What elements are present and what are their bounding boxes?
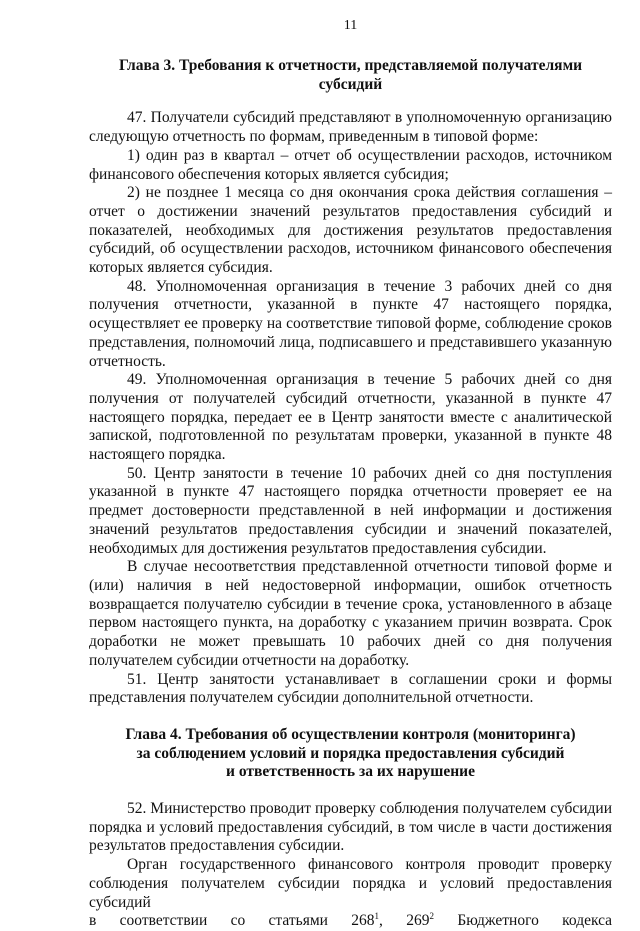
paragraph-52: 52. Министерство проводит проверку соблюдения получателем субсидии порядка и условий предоставления субсидий, в том числе в части достижения результатов предоставления субсидии. (89, 800, 612, 855)
word-byudzhetnogo: Бюджетного (457, 912, 539, 930)
article-269 (406, 912, 434, 929)
chapter-3-title-line-1: Глава 3. Требования к отчетности, представляемой получателями (118, 57, 583, 74)
article-269-number: 269 (406, 912, 430, 930)
chapter-4-title-line-2: за соблюдением условий и порядка предоставления субсидий (136, 744, 565, 762)
chapter-4-title-line-3: и ответственность за их нарушение (226, 763, 475, 781)
paragraph-50-continuation: В случае несоответствия представленной отчетности типовой форме и (или) наличия в ней недостоверной информации, ошибок отчетность возвращается получателю субсидии в течение срока, установленного в абзаце первом настоящего пункта, на доработку с указанием причин возврата. Срок доработки не может превышать 10 рабочих дней со дня получения получателем субсидии отчетности на доработку. (89, 558, 612, 669)
article-268-number: 268 (351, 912, 375, 930)
word-so: со (230, 912, 246, 930)
paragraph-50: 50. Центр занятости в течение 10 рабочих дней со дня поступления указанной в пункте 47 настоящего порядка отчетности проверяет ее на предмет достоверности представленной в ней информации и достижения значений результатов предоставления субсидии и значений показателей, необходимых для достижения результатов предоставления субсидии. (89, 464, 612, 557)
paragraph-47-item-2: 2) не позднее 1 месяца со дня окончания срока действия соглашения – отчет о достижении значений результатов предоставления субсидий и показателей, необходимых для достижения результатов предоставления субсидий, об осуществлении расходов, источником финансового обеспечения которых является субсидия. (89, 184, 612, 277)
document-page (89, 18, 612, 931)
word-statyami: статьями (268, 912, 328, 930)
article-268-superscript: 1 (374, 911, 380, 922)
chapter-3-title-line-2: субсидий (318, 75, 383, 93)
paragraph-financial-control-last-line (89, 912, 612, 931)
paragraph-47-item-1: 1) один раз в квартал – отчет об осуществлении расходов, источником финансового обеспечения которых является субсидия; (89, 146, 612, 183)
paragraph-financial-control (89, 856, 612, 912)
paragraph-48: 48. Уполномоченная организация в течение 3 рабочих дней со дня получения отчетности, указанной в пункте 47 настоящего порядка, осуществляет ее проверку на соответствие типовой форме, соблюдение сроков представления, полномочий лица, подписавшего и представившего указанную отчетность. (89, 277, 612, 370)
paragraph-47: 47. Получатели субсидий представляют в уполномоченную организацию следующую отчетность по формам, приведенным в типовой форме: (89, 109, 612, 146)
chapter-4-title (89, 726, 612, 782)
page-number: 11 (343, 18, 358, 33)
word-v: в (89, 912, 97, 930)
word-kodeksa: кодекса (562, 912, 613, 930)
paragraph-financial-control-text: Орган государственного финансового контроля проводит проверку соблюдения получателем субсидии порядка и условий предоставления субсидий (89, 856, 612, 911)
paragraph-49: 49. Уполномоченная организация в течение 5 рабочих дней со дня получения от получателей субсидий отчетности, указанной в пункте 47 настоящего порядка, передает ее в Центр занятости вместе с аналитической запиской, подготовленной по результатам проверки, указанной в пункте 48 настоящего порядка. (89, 371, 612, 464)
chapter-4-title-line-1: Глава 4. Требования об осуществлении контроля (мониторинга) (125, 725, 576, 743)
paragraph-51: 51. Центр занятости устанавливает в соглашении сроки и формы представления получателем субсидии дополнительной отчетности. (89, 670, 612, 707)
article-269-superscript: 2 (429, 911, 434, 922)
chapter-3-title (89, 57, 612, 94)
article-268: $268^1$, (351, 911, 383, 930)
word-sootvetstvii: соответствии (119, 912, 208, 930)
